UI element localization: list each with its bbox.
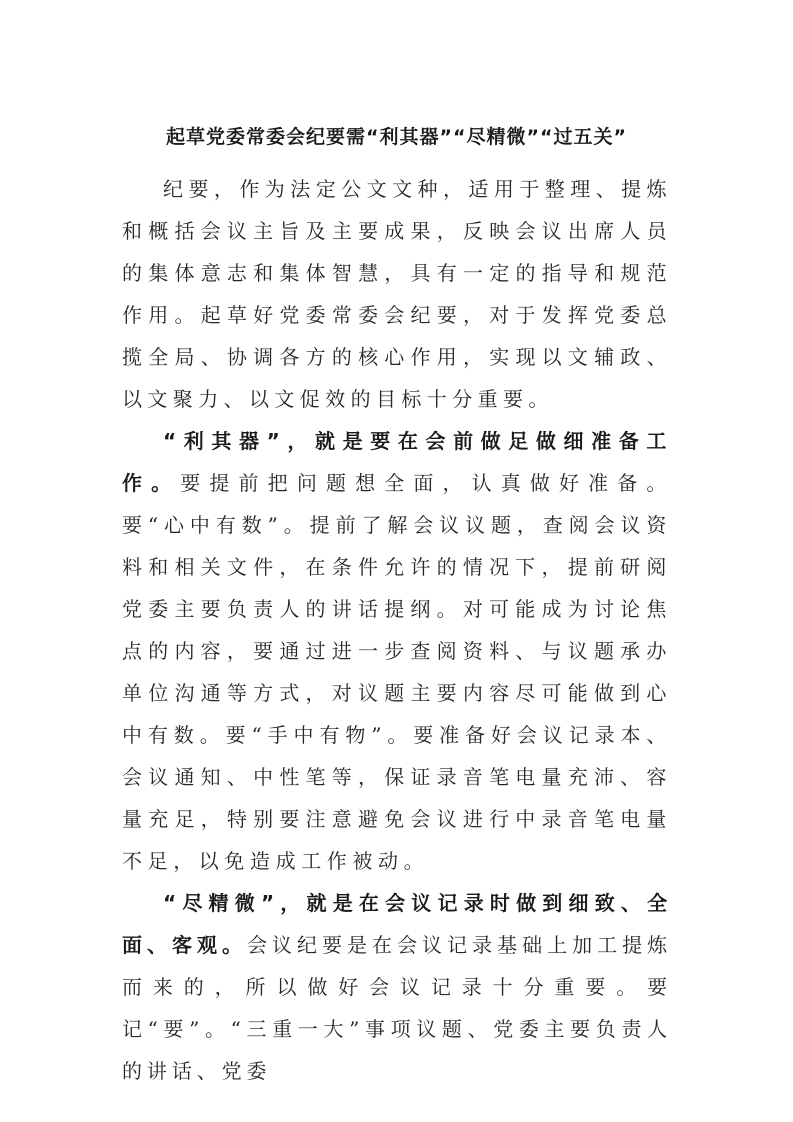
document-title: 起草党委常委会纪要需“利其器”“尽精微”“过五关” [166,126,627,148]
paragraph-text: 纪要，作为法定公文文种，适用于整理、提炼和概括会议主旨及主要成果，反映会议出席人员的集体意志和集体智慧，具有一定的指导和规范作用。起草好党委常委会纪要，对于发挥党委总揽全局、协调各方的核心作用，实现以文辅政、以文聚力、以文促效的目标十分重要。 [122,177,672,411]
paragraph-text: 会议纪要是在会议记录基础上加工提炼而来的，所以做好会议记录十分重要。要记“要”。“三重一大”事项议题、党委主要负责人的讲话、党委 [122,933,672,1083]
document-body [122,168,672,1092]
paragraph-text: 要提前把问题想全面，认真做好准备。要“心中有数”。提前了解会议议题，查阅会议资料和相关文件，在条件允许的情况下，提前研阅党委主要负责人的讲话提纲。对可能成为讨论焦点的内容，要通过进一步查阅资料、与议题承办单位沟通等方式，对议题主要内容尽可能做到心中有数。要“手中有物”。要准备好会议记录本、会议通知、中性笔等，保证录音笔电量充沛、容量充足，特别要注意避免会议进行中录音笔电量不足，以免造成工作被动。 [122,471,673,873]
paragraph-lead: “尽精微”，就是在会议记录时做到细致、全面、客观。 [122,891,672,957]
paragraph-li-qi-qi [122,420,672,882]
paragraph-intro [122,168,672,420]
paragraph-jin-jing-wei [122,882,672,1092]
paragraph-lead: “利其器”，就是要在会前做足做细准备工作。 [122,429,672,495]
